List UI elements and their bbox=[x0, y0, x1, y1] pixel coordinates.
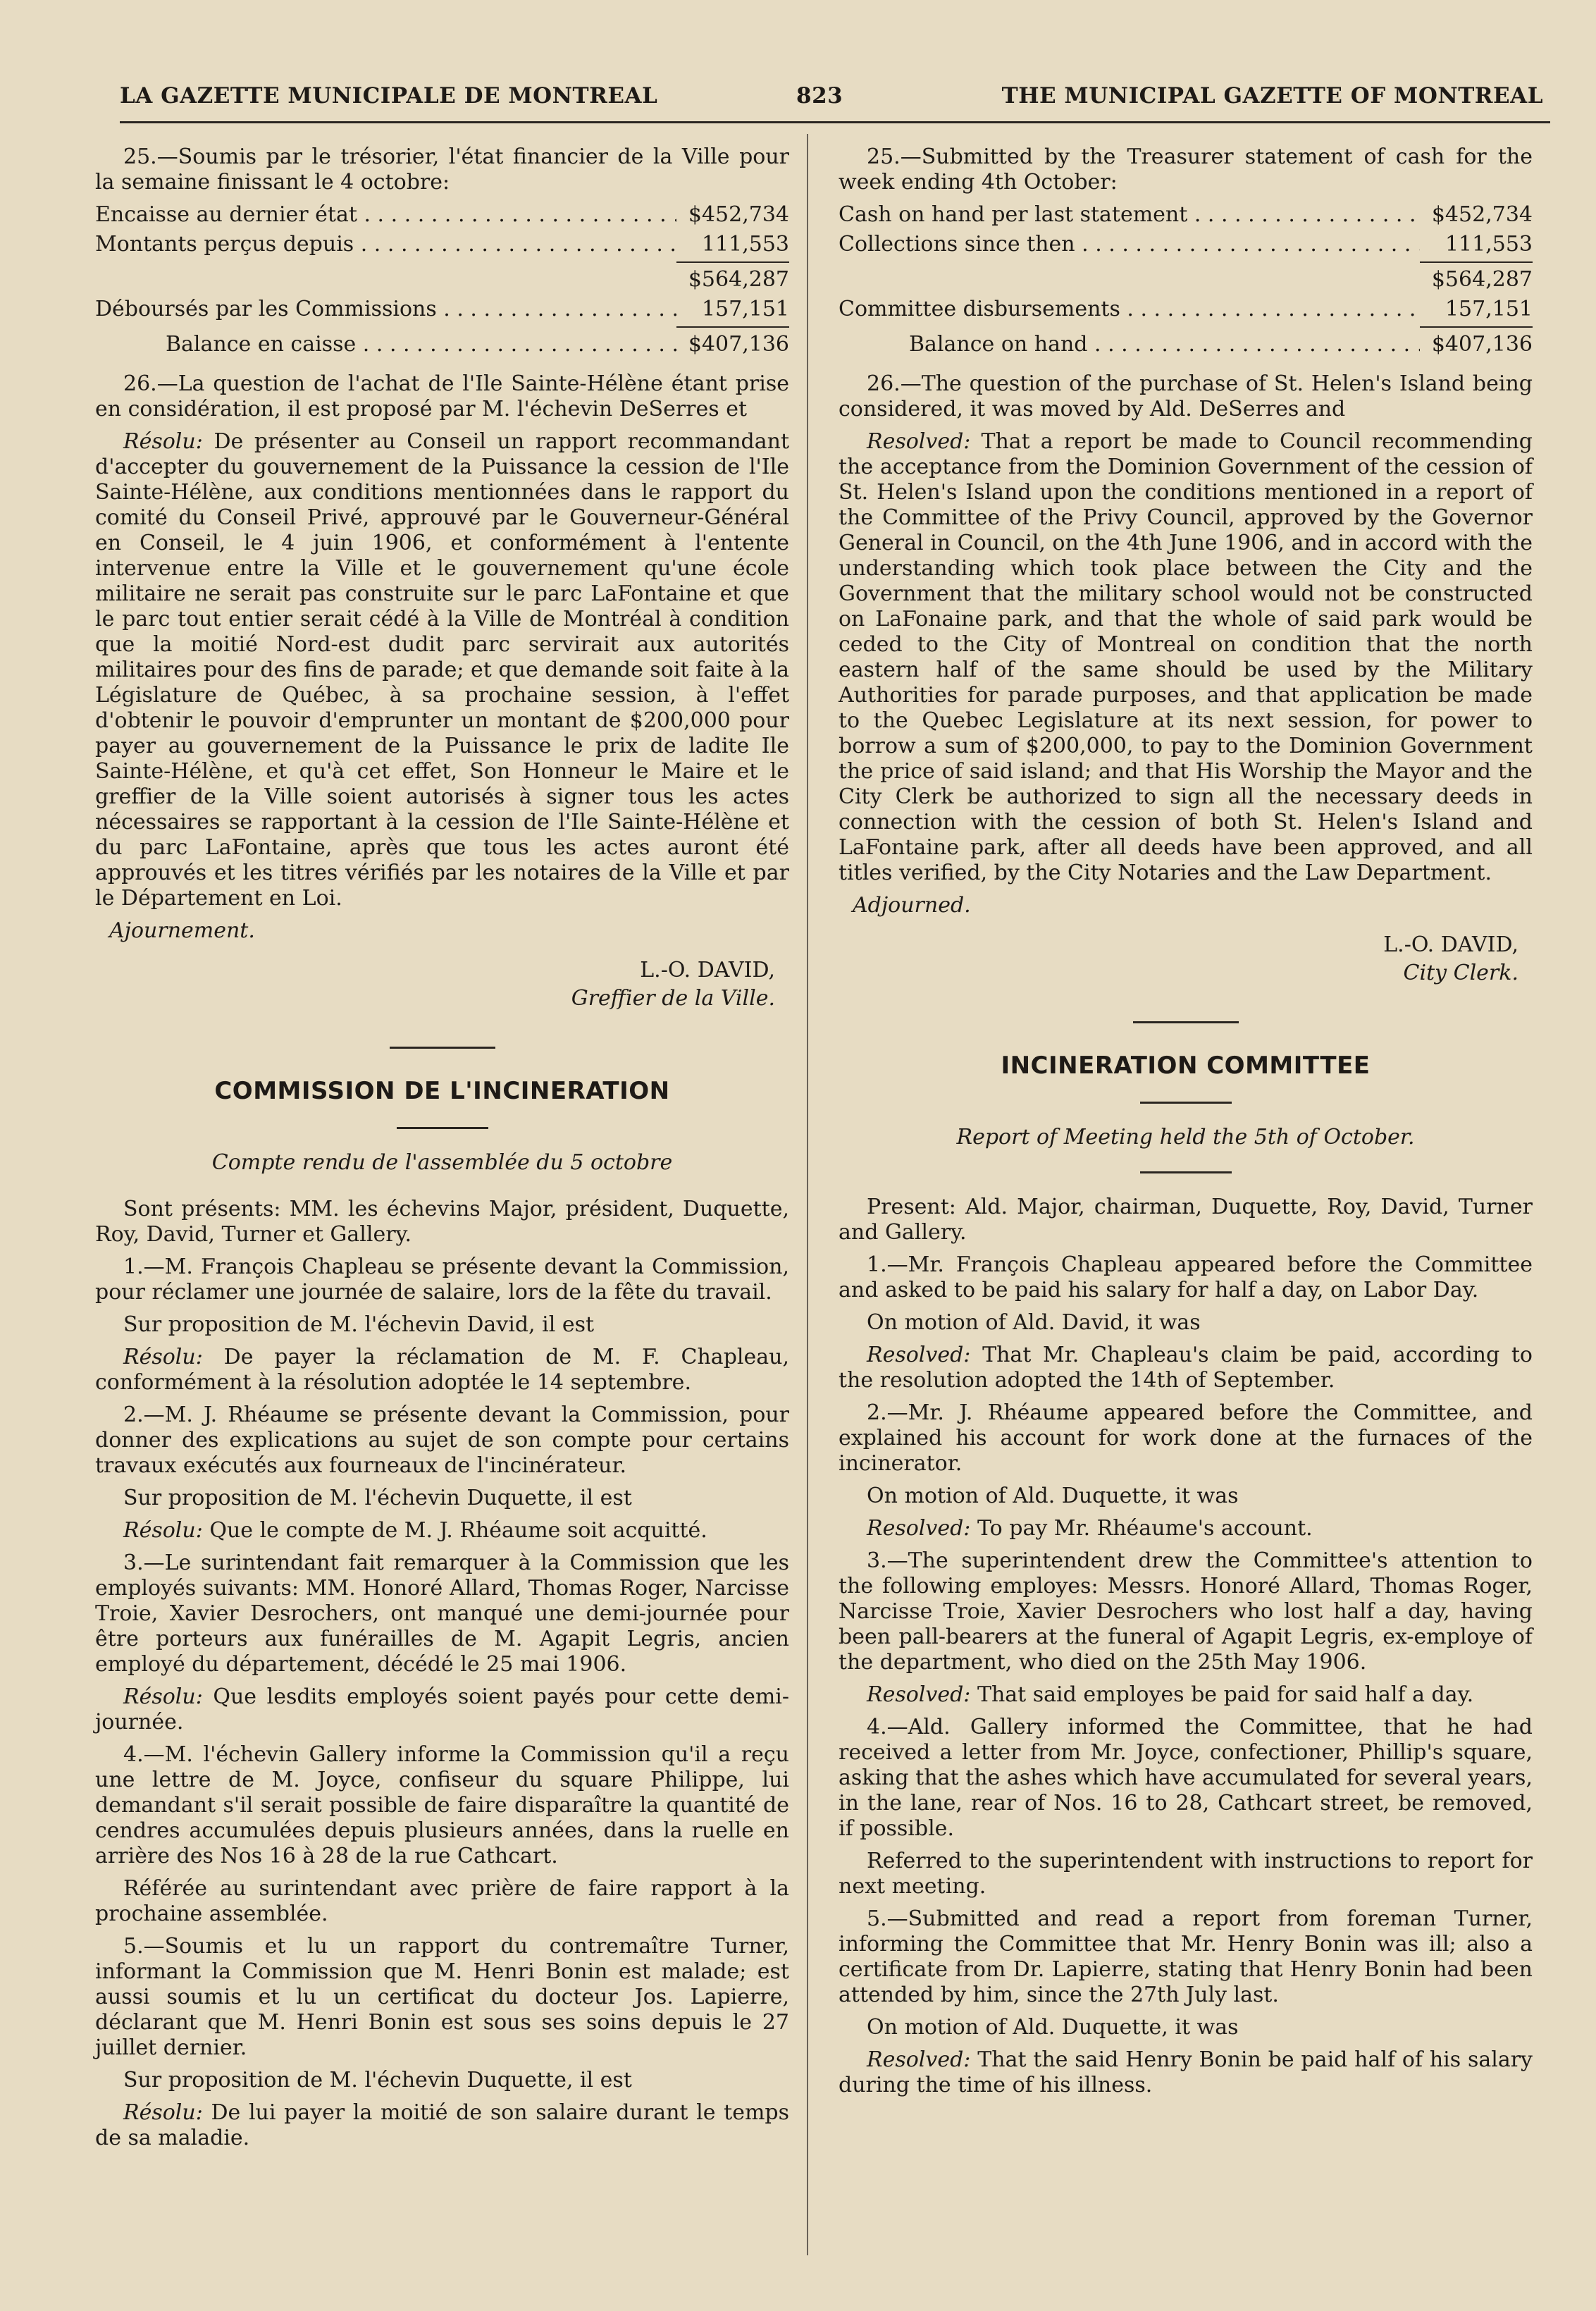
ledger-label: Balance on hand . . . bbox=[839, 332, 1420, 357]
item-4-referral: Référée au surintendant avec prière de faire rapport à la prochaine assemblée. bbox=[95, 1875, 789, 1926]
resolution-text: De présenter au Conseil un rapport recommandant d'accepter du gouvernement de la Puissance la cession de l'Ile Sainte-Hélène, aux conditions mentionnées dans le rapport du comité du Conseil Privé, approuvé par le Gouverneur-Général en Conseil, le 4 juin 1906, et conformément à l'entente intervenue entre la Ville et le gouvernement qu'une école militaire ne serait pas construite sur le parc LaFontaine et que le parc tout entier serait cédé à la Ville de Montréal à condition que la moitié Nord-est dudit parc servirait aux autorités militaires pour des fins de parade; et que demande soit faite à la Législature de Québec, à sa prochaine session, à l'effet d'obtenir le pouvoir d'emprunter un montant de $200,000 pour payer au gouvernement de la Puissance le prix de ladite Ile Sainte-Hélène, et qu'à cet effet, Son Honneur le Maire et le greffier de la Ville soient autorisés à signer tous les actes nécessaires se rapportant à la cession de l'Ile Sainte-Hélène et du parc LaFontaine, après que tous les actes auront été approuvés et les titres vérifiés par les notaires de la Ville et par le Département en Loi. bbox=[95, 429, 789, 911]
item-4: 4.—Ald. Gallery informed the Committee, that he had received a letter from Mr. Joyce, confectioner, Phillip's square, asking that the ashes which have accumulated for several years, in the lane, rear of Nos. 16 to 28, Cathcart street, be removed, if possible. bbox=[839, 1714, 1533, 1841]
section-rule bbox=[1133, 1021, 1239, 1023]
item-5: 5.—Submitted and read a report from foreman Turner, informing the Committee that Mr. Henry Bonin was ill; also a certificate from Dr. Lapierre, stating that Henry Bonin had been attended by him, since the 27th July last. bbox=[839, 1906, 1533, 2007]
ledger-subtotal-row bbox=[95, 261, 789, 292]
item-1: 1.—Mr. François Chapleau appeared before the Committee and asked to be paid his salary for half a day, on Labor Day. bbox=[839, 1252, 1533, 1302]
resolution-text: De payer la réclamation de M. F. Chapleau, conformément à la résolution adoptée le 14 septembre. bbox=[95, 1344, 789, 1395]
section-rule bbox=[1140, 1102, 1232, 1104]
resolved-label: Resolved: bbox=[867, 2047, 971, 2072]
running-head bbox=[78, 70, 1550, 120]
resolution-text: De lui payer la moitié de son salaire durant le temps de sa maladie. bbox=[95, 2100, 789, 2150]
ledger-label: Collections since then . . . bbox=[839, 232, 1420, 257]
item-3-resolution bbox=[839, 1682, 1533, 1708]
item-5: 5.—Soumis et lu un rapport du contremaître Turner, informant la Commission que M. Henri Bonin est malade; est aussi soumis et lu un certificat du docteur Jos. Lapierre, déclarant que M. Henri Bonin est sous ses soins depuis le 27 juillet dernier. bbox=[95, 1933, 789, 2060]
ledger-subtotal: $564,287 bbox=[1420, 261, 1533, 292]
cash-statement bbox=[839, 202, 1533, 357]
item-25-intro: 25.—Submitted by the Treasurer statement of cash for the week ending 4th October: bbox=[839, 144, 1533, 195]
resolved-label: Résolu: bbox=[123, 1684, 203, 1709]
header-rule bbox=[120, 121, 1550, 123]
section-title: COMMISSION DE L'INCINERATION bbox=[214, 1077, 670, 1105]
resolved-label: Resolved: bbox=[867, 1515, 971, 1541]
item-3: 3.—The superintendent drew the Committee's attention to the following employes: Messrs. Honoré Allard, Thomas Roger, Narcisse Troie, Xavier Desrochers who lost half a day, having been pall-bearers at the funeral of Agapit Legris, ex-employe of the department, who died on the 25th May 1906. bbox=[839, 1548, 1533, 1675]
ledger-label: Montants perçus depuis . . . bbox=[95, 232, 676, 257]
signature-title: City Clerk. bbox=[1403, 961, 1518, 985]
page-number: 823 bbox=[796, 83, 843, 109]
ledger-amount: 157,151 bbox=[701, 297, 789, 321]
column-divider bbox=[807, 134, 808, 2255]
item-26-resolution bbox=[839, 429, 1533, 886]
ledger-balance-row bbox=[839, 326, 1533, 357]
cash-statement bbox=[95, 202, 789, 357]
ledger-amount: $407,136 bbox=[676, 326, 789, 357]
ledger-row bbox=[95, 232, 789, 257]
item-2: 2.—M. J. Rhéaume se présente devant la Commission, pour donner des explications au sujet de son compte pour certains travaux exécutés aux fourneaux de l'incinérateur. bbox=[95, 1402, 789, 1478]
ledger-amount: $452,734 bbox=[1431, 202, 1533, 227]
ledger-label: Balance en caisse . . . bbox=[95, 332, 676, 357]
item-1-resolution bbox=[95, 1345, 789, 1395]
item-26: 26.—The question of the purchase of St. Helen's Island being considered, it was moved by Ald. DeSerres and bbox=[839, 371, 1533, 421]
ledger-balance-row bbox=[95, 326, 789, 357]
signature-name: L.-O. DAVID, bbox=[640, 958, 775, 982]
ledger-row bbox=[839, 232, 1533, 257]
meeting-subtitle: Compte rendu de l'assemblée du 5 octobre bbox=[211, 1150, 673, 1175]
ledger-row bbox=[839, 202, 1533, 228]
gazette-page bbox=[78, 56, 1550, 2269]
resolution-text: Que le compte de M. J. Rhéaume soit acquitté. bbox=[202, 1517, 707, 1543]
adjournment: Ajournement. bbox=[109, 918, 255, 943]
item-5-motion: Sur proposition de M. l'échevin Duquette, il est bbox=[123, 2067, 632, 2093]
item-26-resolution bbox=[95, 429, 789, 911]
resolution-text: To pay Mr. Rhéaume's account. bbox=[970, 1515, 1313, 1541]
item-1-motion: On motion of Ald. David, it was bbox=[867, 1309, 1201, 1335]
resolved-label: Résolu: bbox=[123, 1344, 203, 1369]
english-column bbox=[839, 144, 1533, 2105]
header-french-title: LA GAZETTE MUNICIPALE DE MONTREAL bbox=[120, 83, 658, 109]
signature-title: Greffier de la Ville. bbox=[571, 986, 775, 1011]
resolution-text: That a report be made to Council recommending the acceptance from the Dominion Government of the cession of St. Helen's Island upon the conditions mentioned in a report of the Committee of the Privy Council, approved by the Governor General in Council, on the 4th June 1906, and in accord with the understanding which took place between the City and the Government that the military school would not be constructed on LaFonaine park, and that the whole of said park would be ceded to the City of Montreal on condition that the north eastern half of the same should be used by the Military Authorities for parade purposes, and that application be made to the Quebec Legislature at its next session, for power to borrow a sum of $200,000, to pay to the Dominion Government the price of said island; and that His Worship the Mayor and the City Clerk be authorized to sign all the necessary deeds in connection with the cession of both St. Helen's Island and LaFontaine park, after all deeds have been approved, and all titles verified, by the City Notaries and the Law Department. bbox=[839, 429, 1533, 885]
signature-name: L.-O. DAVID, bbox=[1383, 932, 1518, 957]
resolution-text: That Mr. Chapleau's claim be paid, according to the resolution adopted the 14th of September. bbox=[839, 1342, 1533, 1393]
resolved-label: Resolved: bbox=[867, 1342, 971, 1367]
ledger-subtotal: $564,287 bbox=[676, 261, 789, 292]
resolved-label: Résolu: bbox=[123, 2100, 203, 2125]
item-2-resolution bbox=[95, 1518, 789, 1543]
resolved-label: Resolved: bbox=[867, 429, 971, 454]
item-2: 2.—Mr. J. Rhéaume appeared before the Committee, and explained his account for work done at the furnaces of the incinerator. bbox=[839, 1400, 1533, 1476]
item-4-referral: Referred to the superintendent with instructions to report for next meeting. bbox=[839, 1848, 1533, 1899]
ledger-amount: 111,553 bbox=[1445, 232, 1533, 257]
ledger-row bbox=[95, 202, 789, 228]
section-rule bbox=[390, 1047, 495, 1049]
ledger-subtotal-row bbox=[839, 261, 1533, 292]
resolution-text: That the said Henry Bonin be paid half of his salary during the time of his illness. bbox=[839, 2047, 1533, 2097]
adjournment: Adjourned. bbox=[853, 893, 971, 918]
ledger-amount: 111,553 bbox=[701, 232, 789, 257]
meeting-subtitle: Report of Meeting held the 5th of October. bbox=[956, 1124, 1415, 1150]
item-5-motion: On motion of Ald. Duquette, it was bbox=[867, 2014, 1239, 2040]
section-rule bbox=[397, 1127, 488, 1129]
resolved-label: Résolu: bbox=[123, 429, 203, 454]
section-rule bbox=[1140, 1171, 1232, 1173]
ledger-label: Déboursés par les Commissions . . . bbox=[95, 297, 676, 322]
ledger-label: Encaisse au dernier état . . . bbox=[95, 202, 676, 228]
item-1-resolution bbox=[839, 1343, 1533, 1393]
item-3: 3.—Le surintendant fait remarquer à la Commission que les employés suivants: MM. Honoré Allard, Thomas Roger, Narcisse Troie, Xavier Desrochers, ont manqué une demi-journée pour être porteurs aux funérailles de M. Agapit Legris, ancien employé du département, décédé le 25 mai 1906. bbox=[95, 1550, 789, 1677]
attendees: Sont présents: MM. les échevins Major, président, Duquette, Roy, David, Turner et Gallery. bbox=[95, 1196, 789, 1247]
item-2-resolution bbox=[839, 1516, 1533, 1541]
ledger-row bbox=[839, 297, 1533, 322]
item-3-resolution bbox=[95, 1684, 789, 1735]
item-1-motion: Sur proposition de M. l'échevin David, il est bbox=[123, 1312, 595, 1337]
item-2-motion: Sur proposition de M. l'échevin Duquette, il est bbox=[123, 1485, 632, 1510]
ledger-amount: 157,151 bbox=[1445, 297, 1533, 321]
item-5-resolution bbox=[839, 2047, 1533, 2098]
section-title: INCINERATION COMMITTEE bbox=[1001, 1052, 1371, 1080]
item-1: 1.—M. François Chapleau se présente devant la Commission, pour réclamer une journée de salaire, lors de la fête du travail. bbox=[95, 1254, 789, 1305]
item-26: 26.—La question de l'achat de l'Ile Sainte-Hélène étant prise en considération, il est proposé par M. l'échevin DeSerres et bbox=[95, 371, 789, 421]
resolution-text: That said employes be paid for said half a day. bbox=[970, 1682, 1474, 1707]
item-4: 4.—M. l'échevin Gallery informe la Commission qu'il a reçu une lettre de M. Joyce, confiseur du square Philippe, lui demandant s'il serait possible de faire disparaître la quantité de cendres accumulées depuis plusieurs années, dans la ruelle en arrière des Nos 16 à 28 de la rue Cathcart. bbox=[95, 1742, 789, 1868]
resolved-label: Résolu: bbox=[123, 1517, 203, 1543]
attendees: Present: Ald. Major, chairman, Duquette, Roy, David, Turner and Gallery. bbox=[839, 1194, 1533, 1245]
item-25-intro: 25.—Soumis par le trésorier, l'état financier de la Ville pour la semaine finissant le 4 octobre: bbox=[95, 144, 789, 195]
resolution-text: Que lesdits employés soient payés pour cette demi-journée. bbox=[95, 1684, 789, 1734]
item-2-motion: On motion of Ald. Duquette, it was bbox=[867, 1483, 1239, 1508]
french-column bbox=[95, 144, 789, 2158]
resolved-label: Resolved: bbox=[867, 1682, 971, 1707]
header-english-title: THE MUNICIPAL GAZETTE OF MONTREAL bbox=[1001, 83, 1543, 109]
ledger-row bbox=[95, 297, 789, 322]
ledger-amount: $407,136 bbox=[1420, 326, 1533, 357]
ledger-label: Committee disbursements . . . bbox=[839, 297, 1420, 322]
ledger-label: Cash on hand per last statement . . . bbox=[839, 202, 1420, 228]
ledger-amount: $452,734 bbox=[688, 202, 789, 227]
item-5-resolution bbox=[95, 2100, 789, 2151]
